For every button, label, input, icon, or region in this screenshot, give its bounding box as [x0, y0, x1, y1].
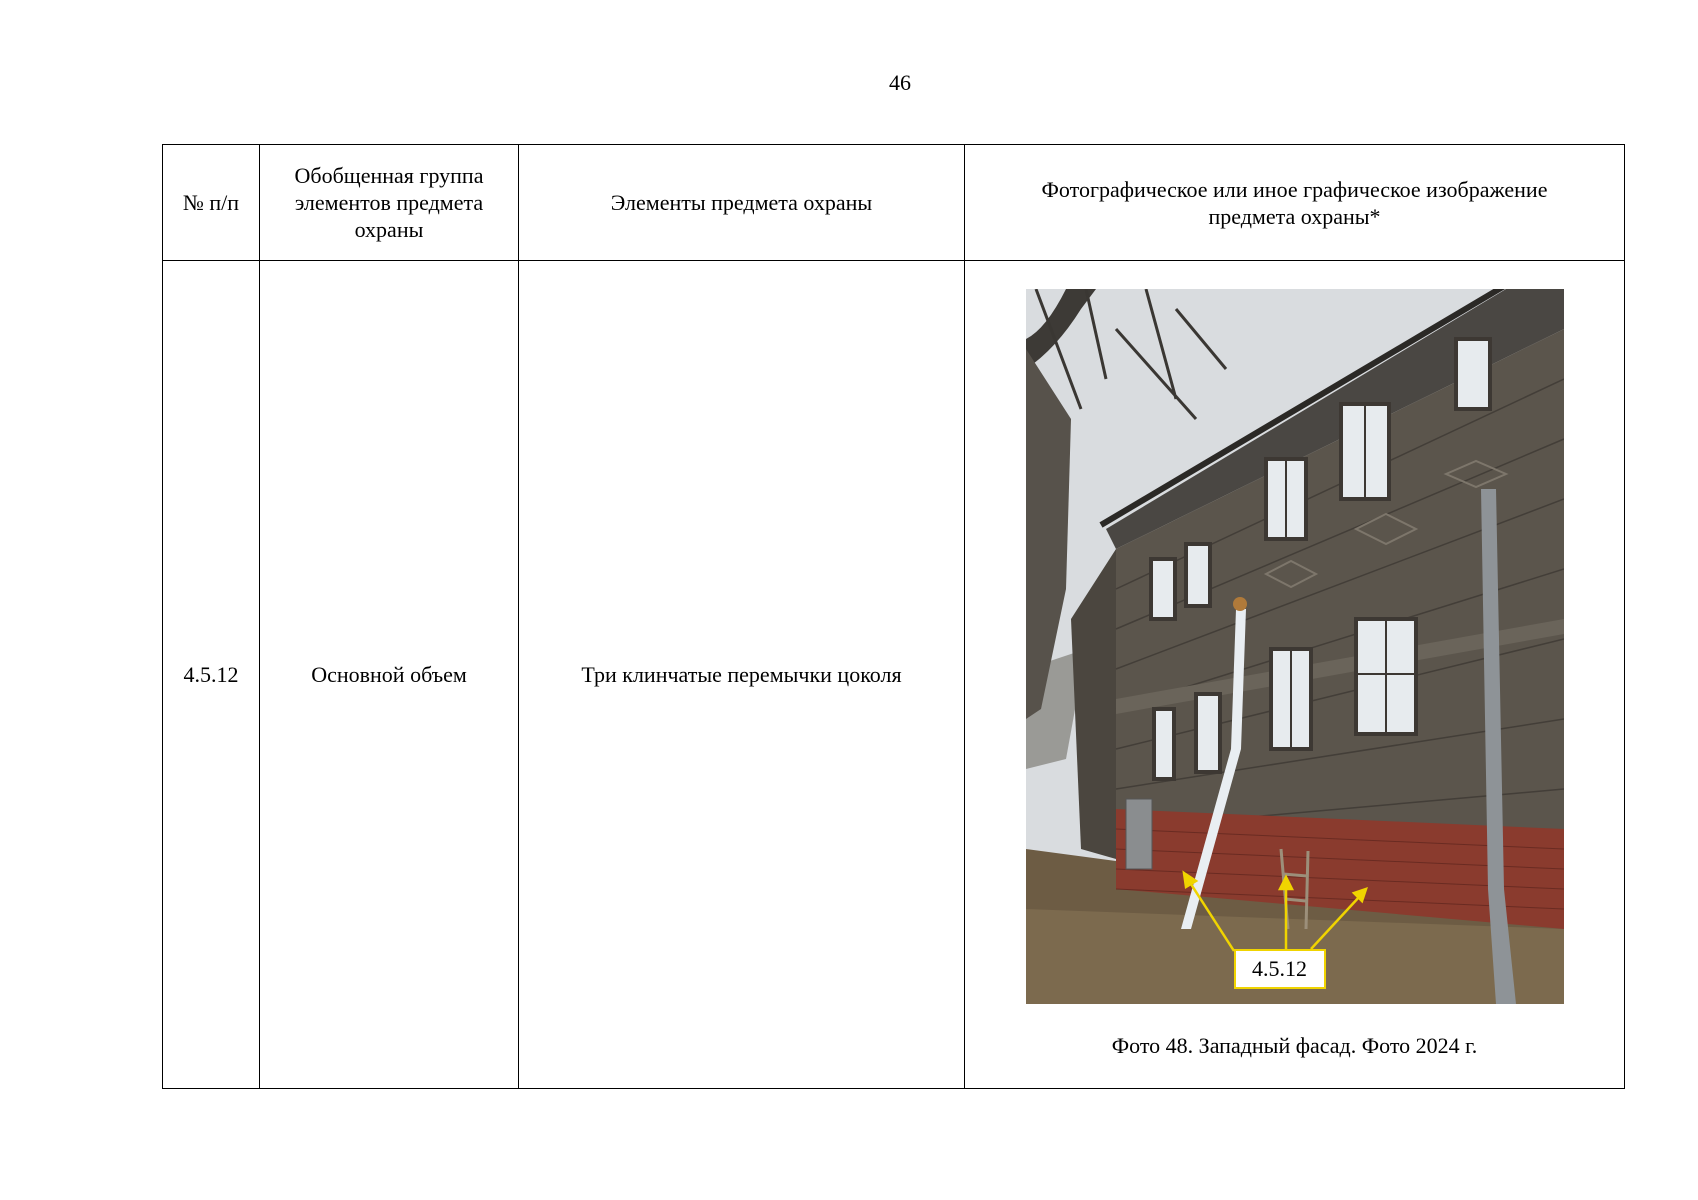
table-header-row [163, 145, 1625, 261]
photo-callout-label: 4.5.12 [1234, 949, 1326, 989]
row-elements: Три клинчатые перемычки цоколя [519, 261, 965, 1089]
row-image-cell [965, 261, 1625, 1089]
page-number: 46 [889, 70, 911, 95]
header-number: № п/п [163, 145, 260, 261]
row-number: 4.5.12 [163, 261, 260, 1089]
photo-caption: Фото 48. Западный фасад. Фото 2024 г. [1111, 1033, 1478, 1058]
header-elements: Элементы предмета охраны [519, 145, 965, 261]
protection-elements-table [162, 144, 1625, 1089]
facade-photo [1026, 289, 1564, 1004]
row-group: Основной объем [260, 261, 519, 1089]
header-image: Фотографическое или иное графическое изображение предмета охраны* [965, 145, 1625, 261]
table-row [163, 261, 1625, 1089]
header-group: Обобщенная группа элементов предмета охраны [260, 145, 519, 261]
